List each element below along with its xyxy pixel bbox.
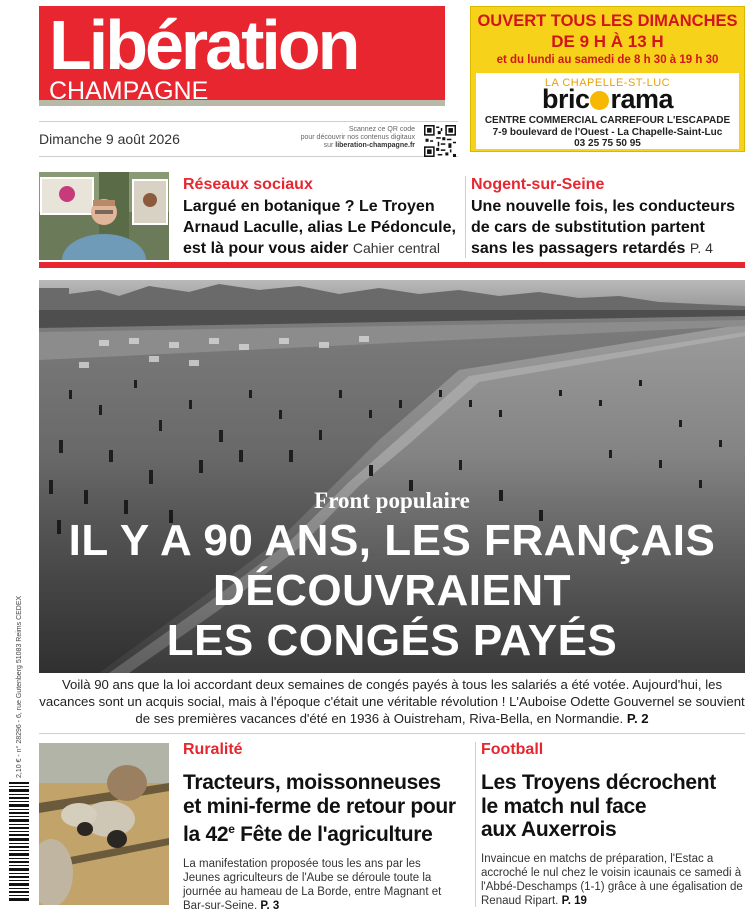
ad-inner-panel [476,73,739,149]
teaser-title [471,196,743,259]
article-title-line3 [183,818,473,847]
bricorama-ad[interactable] [470,6,745,152]
article-kicker: Ruralité [183,741,243,758]
article-page-ref: P. 3 [260,899,280,912]
article-kicker: Football [481,741,544,758]
title-part: Fête de l'agriculture [234,823,433,846]
ad-line3: et du lundi au samedi de 8 h 30 à 19 h 30 [496,54,719,66]
ad-phone: 03 25 75 50 95 [574,138,641,149]
teaser-title [183,196,458,259]
main-lede [39,676,745,727]
article-ruralite[interactable] [183,741,473,913]
red-divider-bar [39,262,745,268]
teaser-kicker: Nogent-sur-Seine [471,176,605,193]
logo-dot-icon [590,91,609,110]
side-imprint [8,568,30,778]
main-headline-line3: LES CONGÉS PAYÉS [166,616,618,665]
article-title-line2: le match nul face [481,794,647,818]
teaser-headline: Une nouvelle fois, les conducteurs de cars de substitution partent sans les passagers retardés [471,198,736,257]
ad-town: LA CHAPELLE-ST-LUC [544,77,671,89]
main-kicker: Front populaire [314,488,470,513]
article-football[interactable] [481,741,743,908]
ad-address1: CENTRE COMMERCIAL CARREFOUR L'ESCAPADE [484,115,731,126]
lede-page-ref: P. 2 [626,711,649,726]
qr-caption-line2: pour découvrir nos contenus digitaux [300,134,415,141]
article-title-line1: Tracteurs, moissonneuses [183,771,441,794]
article-title-line1: Les Troyens décrochent [481,771,716,794]
ad-address2: 7-9 boulevard de l'Ouest - La Chapelle-Saint-Luc [492,127,723,138]
teaser-social[interactable] [183,176,458,259]
qr-caption-prefix: sur [323,142,336,149]
teaser-page-ref: P. 4 [689,240,713,256]
article-title-line3: aux Auxerrois [481,818,617,841]
qr-code-icon[interactable] [424,125,456,157]
column-divider [465,176,466,258]
bricorama-logo [476,84,739,115]
article-body-text: La manifestation proposée tous les ans par les Jeunes agriculteurs de l'Aube se déroule toute la journée au hameau de La Borde, entre Magnant et Bar-sur-Seine. [183,857,442,912]
main-photo-beach[interactable] [39,280,745,673]
article-title [481,771,743,842]
qr-caption-site: liberation-champagne.fr [335,142,415,149]
article-body [183,857,453,913]
teaser-headline: Largué en botanique ? Le Troyen Arnaud Laculle, alias Le Pédoncule, est là pour vous aider [183,198,456,257]
article-title [183,771,473,847]
logo-part2: rama [610,84,674,114]
issue-date: Dimanche 9 août 2026 [39,131,180,147]
ad-line1: OUVERT TOUS LES DIMANCHES [477,12,738,30]
teaser-kicker: Réseaux sociaux [183,176,313,193]
lede-text: Voilà 90 ans que la loi accordant deux semaines de congés payés à tous les salariés a été votée. Aujourd'hui, les vacances sont un acquis social, mais à l'époque c'était une véritable révolution ! L'Auboise Odette Gouvernel se souvient de ses premières vacances d'été en 1936 à Ouistreham, Riva-Bella, en Normandie. [39,677,745,726]
column-divider [475,742,476,907]
main-headline-line2: DÉCOUVRAIENT [212,566,572,615]
teaser-photo-botany[interactable] [39,172,169,260]
teaser-page-ref: Cahier central [352,240,440,256]
title-sup: e [228,822,235,836]
ad-line2: DE 9 H À 13 H [551,32,664,51]
article-title-line2: et mini-ferme de retour pour [183,794,456,818]
horizontal-divider [39,733,745,734]
teaser-nogent[interactable] [471,176,743,259]
article-body-text: Invaincue en matchs de préparation, l'Estac a accroché le nul chez le voisin icaunais ce samedi à l'Abbé-Deschamps (1-1) grâce à une égalisation de Renaud Ripart. [481,852,743,907]
title-part: la 42 [183,823,229,846]
barcode-icon [5,780,31,905]
article-page-ref: P. 19 [561,894,587,907]
main-headline [39,516,745,666]
logo-part1: bric [541,84,590,114]
imprint-text: 2,10 € - n° 28296 - 6, rue Gutenberg 51083 Reims CEDEX [16,595,23,778]
article-body [481,852,743,908]
qr-caption-line3 [285,142,415,150]
dateline [39,121,458,157]
sheep-photo[interactable] [39,743,169,905]
qr-caption [285,126,415,150]
masthead-logo[interactable] [39,6,445,106]
main-headline-line1: IL Y A 90 ANS, LES FRANÇAIS [68,516,716,565]
edition-name: CHAMPAGNE [49,77,209,105]
qr-caption-line1: Scannez ce QR code [348,126,415,133]
brand-name: Libération [49,6,358,84]
